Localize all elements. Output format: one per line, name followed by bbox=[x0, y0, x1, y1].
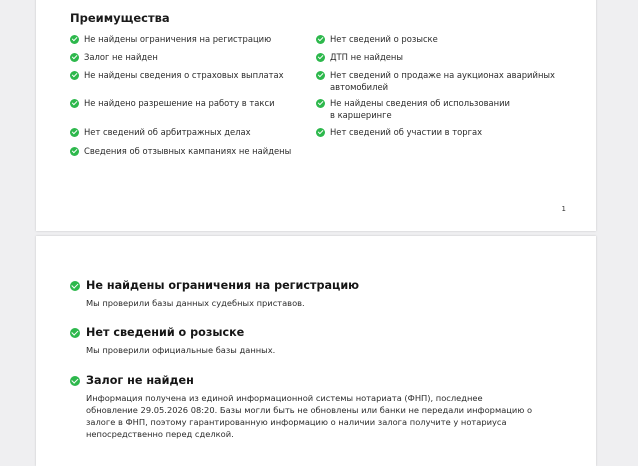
advantage-item bbox=[316, 126, 482, 138]
check-circle-icon bbox=[316, 35, 325, 44]
advantage-label: Нет сведений о продаже на аукционах аварийных автомобилей bbox=[330, 70, 555, 92]
check-circle-icon bbox=[316, 71, 325, 80]
detail-text: Информация получена из единой информационной системы нотариата (ФНП), последнее обновление 29.05.2026 08:20. Базы могли быть не обновлены или банки не передали информацию о залоге в ФНП, поэтому гарантированную информацию о наличии залога получите у нотариуса непосредственно перед сделкой. bbox=[86, 393, 533, 439]
advantage-item bbox=[316, 33, 438, 45]
advantage-item bbox=[70, 33, 271, 45]
check-circle-icon bbox=[70, 53, 79, 62]
advantage-item bbox=[70, 51, 158, 63]
advantage-label: Не найдено разрешение на работу в такси bbox=[84, 98, 275, 108]
detail-section bbox=[70, 374, 550, 440]
advantage-item bbox=[316, 51, 403, 63]
check-circle-icon bbox=[70, 35, 79, 44]
advantages-title: Преимущества bbox=[70, 11, 170, 25]
detail-title: Нет сведений о розыске bbox=[86, 326, 245, 339]
advantage-label: Нет сведений об участии в торгах bbox=[330, 127, 483, 137]
advantage-label: ДТП не найдены bbox=[330, 52, 403, 62]
check-circle-icon bbox=[70, 99, 79, 108]
check-circle-icon bbox=[70, 376, 80, 386]
advantage-label: Не найдены сведения об использовании в каршеринге bbox=[330, 98, 511, 120]
check-circle-icon bbox=[316, 99, 325, 108]
advantage-item bbox=[70, 97, 275, 109]
advantage-item bbox=[316, 97, 510, 121]
check-circle-icon bbox=[70, 147, 79, 156]
detail-title: Не найдены ограничения на регистрацию bbox=[86, 279, 360, 292]
detail-text: Мы проверили официальные базы данных. bbox=[86, 345, 276, 355]
check-circle-icon bbox=[70, 281, 80, 291]
report-page-2 bbox=[36, 236, 596, 466]
detail-text: Мы проверили базы данных судебных приставов. bbox=[86, 298, 305, 308]
detail-title: Залог не найден bbox=[86, 374, 194, 387]
advantage-label: Сведения об отзывных кампаниях не найдены bbox=[84, 146, 292, 156]
advantage-item bbox=[70, 69, 284, 81]
advantage-item bbox=[316, 69, 555, 93]
check-circle-icon bbox=[70, 71, 79, 80]
page-number: 1 bbox=[561, 205, 566, 213]
advantage-item bbox=[70, 126, 251, 138]
advantage-label: Залог не найден bbox=[84, 52, 158, 62]
check-circle-icon bbox=[70, 328, 80, 338]
check-circle-icon bbox=[70, 128, 79, 137]
advantage-label: Нет сведений о розыске bbox=[330, 34, 438, 44]
check-circle-icon bbox=[316, 53, 325, 62]
advantage-label: Не найдены сведения о страховых выплатах bbox=[84, 70, 284, 80]
advantage-item bbox=[70, 145, 291, 157]
check-circle-icon bbox=[316, 128, 325, 137]
report-page-1 bbox=[36, 0, 596, 231]
detail-section bbox=[70, 326, 550, 356]
advantage-label: Нет сведений об арбитражных делах bbox=[84, 127, 251, 137]
detail-section bbox=[70, 279, 550, 309]
advantage-label: Не найдены ограничения на регистрацию bbox=[84, 34, 272, 44]
